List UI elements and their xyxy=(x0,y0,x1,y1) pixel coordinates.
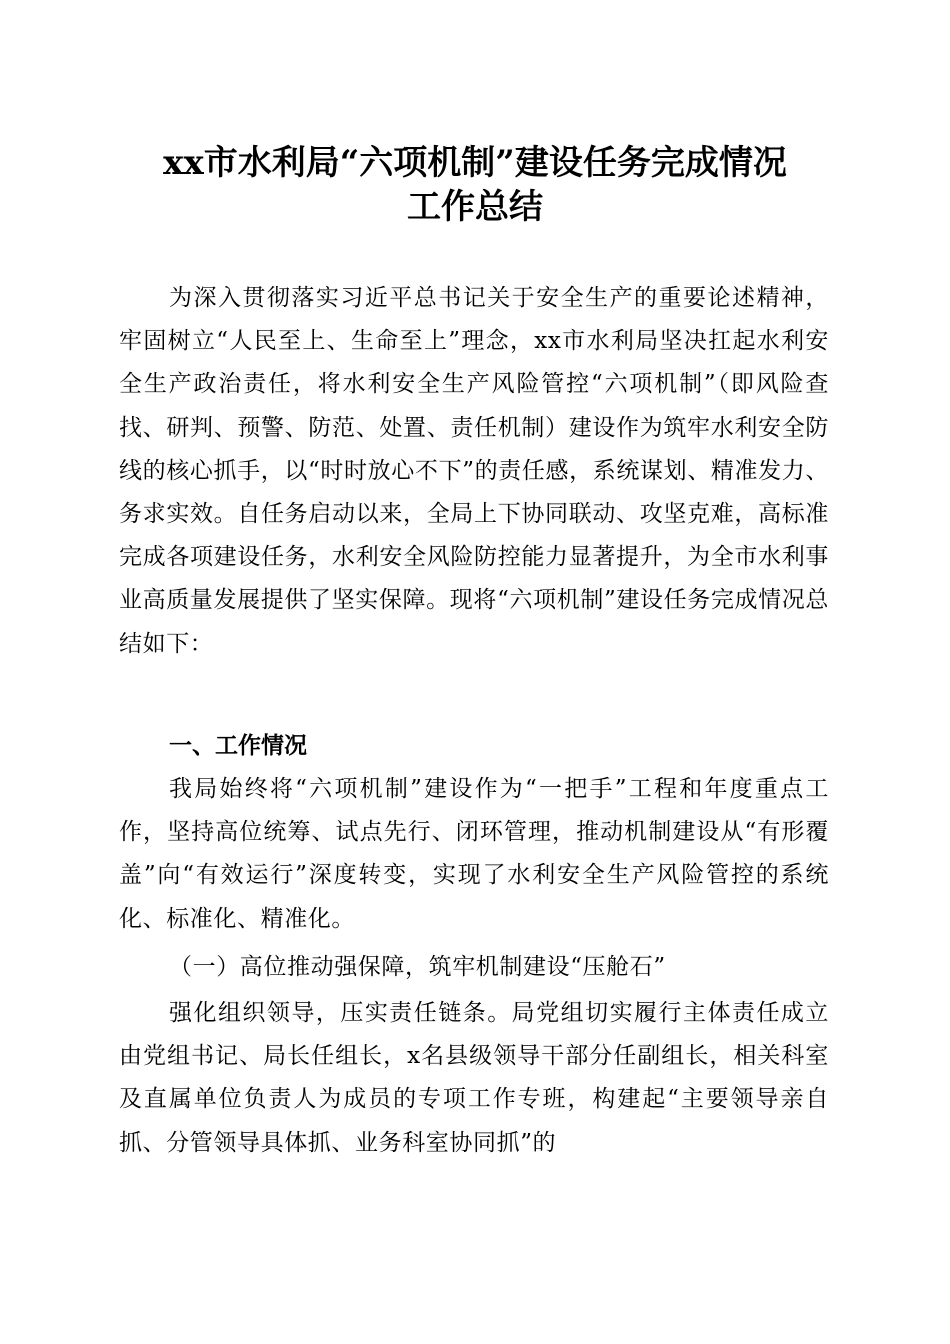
subsection-heading-1: （一）高位推动强保障，筑牢机制建设“压舱石” xyxy=(169,954,666,980)
section-heading-work-status: 一、工作情况 xyxy=(169,733,307,759)
document-title-line-1: xx市水利局“六项机制”建设任务完成情况 xyxy=(163,143,787,183)
work-status-paragraph: 我局始终将“六项机制”建设作为“一把手”工程和年度重点工作，坚持高位统筹、试点先行、闭环管理，推动机制建设从“有形覆盖”向“有效运行”深度转变，实现了水利安全生产风险管控的系统化、标准化、精准化。 xyxy=(119,776,829,932)
intro-paragraph: 为深入贯彻落实习近平总书记关于安全生产的重要论述精神，牢固树立“人民至上、生命至上”理念，xx市水利局坚决扛起水利安全生产政治责任，将水利安全生产风险管控“六项机制”（即风险查找、研判、预警、防范、处置、责任机制）建设作为筑牢水利安全防线的核心抓手，以“时时放心不下”的责任感，系统谋划、精准发力、务求实效。自任务启动以来，全局上下协同联动、攻坚克难，高标准完成各项建设任务，水利安全风险防控能力显著提升，为全市水利事业高质量发展提供了坚实保障。现将“六项机制”建设任务完成情况总结如下： xyxy=(119,285,829,657)
organization-paragraph: 强化组织领导，压实责任链条。局党组切实履行主体责任成立由党组书记、局长任组长，x名县级领导干部分任副组长，相关科室及直属单位负责人为成员的专项工作专班，构建起“主要领导亲自抓、分管领导具体抓、业务科室协同抓”的 xyxy=(119,1000,829,1156)
document-title-line-2: 工作总结 xyxy=(407,187,543,227)
